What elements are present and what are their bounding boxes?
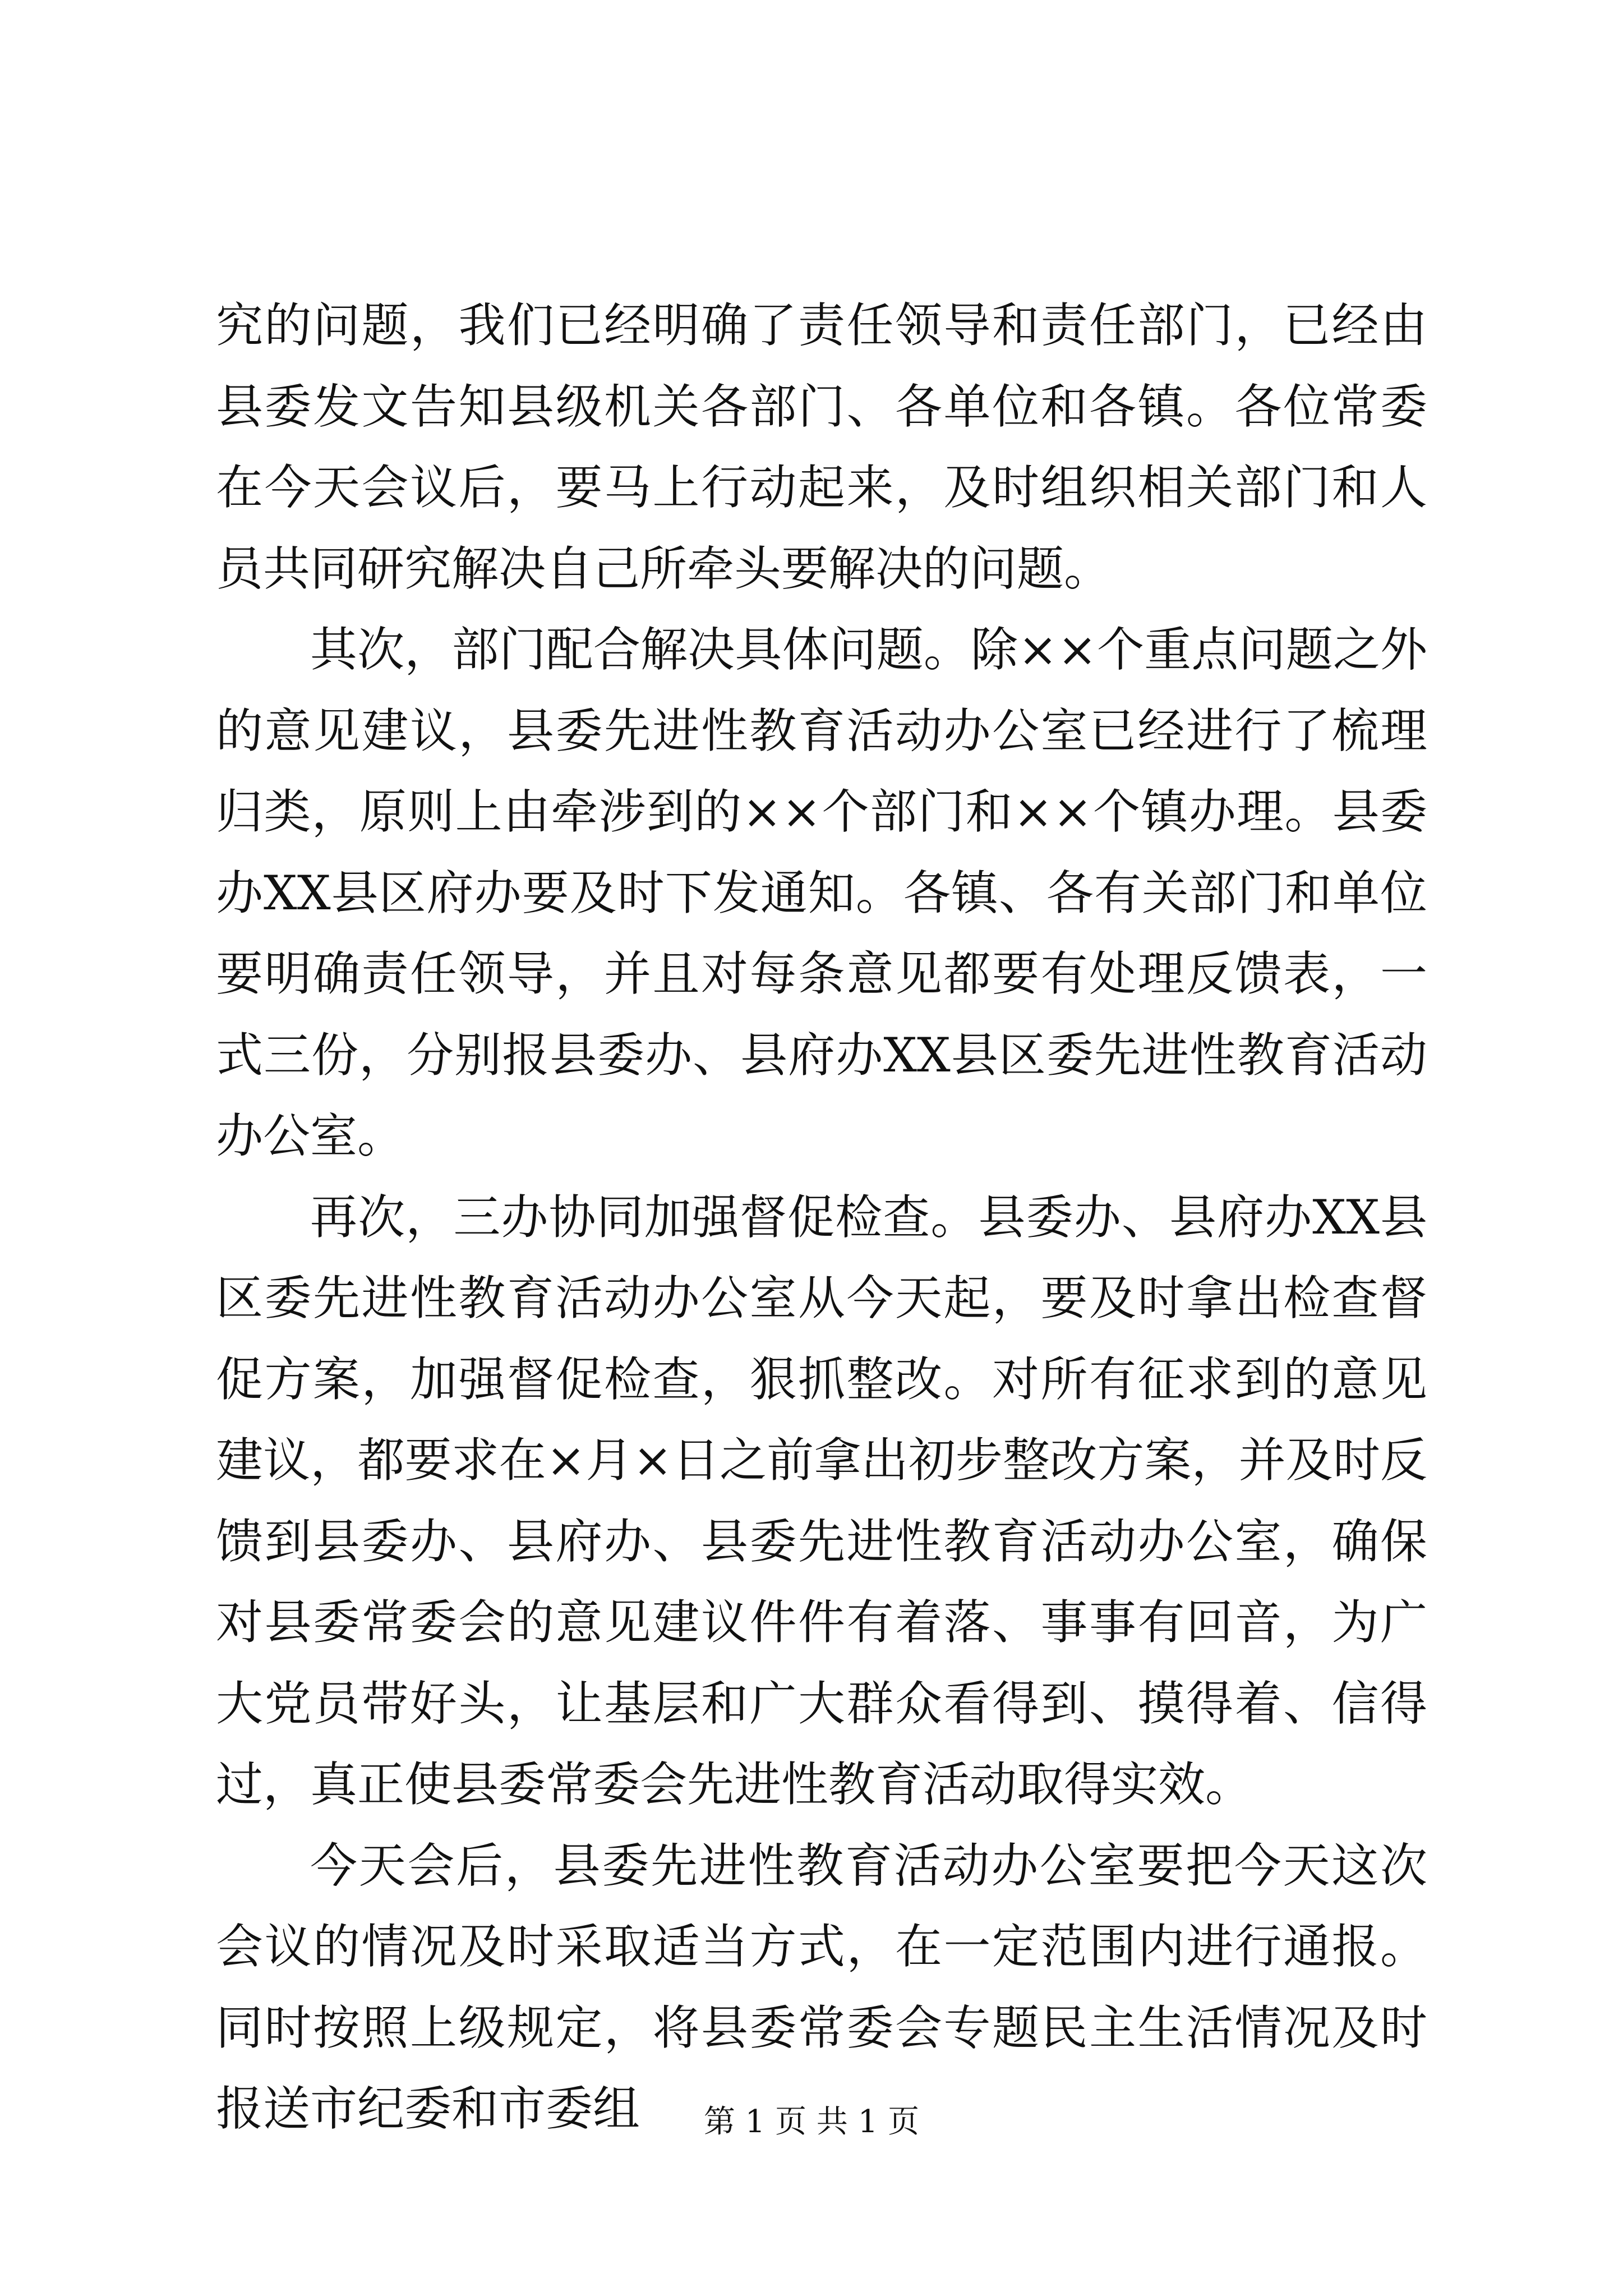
document-body [216,285,1427,2150]
paragraph-1: 究的问题，我们已经明确了责任领导和责任部门，已经由县委发文告知县级机关各部门、各单位和各镇。各位常委在今天会议后，要马上行动起来，及时组织相关部门和人员共同研究解决自己所牵头要解决的问题。 [216,298,1427,596]
paragraph-3: 再次，三办协同加强督促检查。县委办、县府办XX县区委先进性教育活动办公室从今天起，要及时拿出检查督促方案，加强督促检查，狠抓整改。对所有征求到的意见建议，都要求在×月×日之前拿出初步整改方案，并及时反馈到县委办、县府办、县委先进性教育活动办公室，确保对县委常委会的意见建议件件有着落、事事有回音，为广大党员带好头，让基层和广大群众看得到、摸得着、信得过，真正使县委常委会先进性教育活动取得实效。 [216,1189,1427,1812]
paragraph-4: 今天会后，县委先进性教育活动办公室要把今天这次会议的情况及时采取适当方式，在一定范围内进行通报。同时按照上级规定，将县委常委会专题民主生活情况及时报送市纪委和市委组 [216,1838,1427,2136]
page-footer: 第 1 页 共 1 页 [703,2104,920,2140]
paragraph-2: 其次，部门配合解决具体问题。除××个重点问题之外的意见建议，县委先进性教育活动办公室已经进行了梳理归类，原则上由牵涉到的××个部门和××个镇办理。县委办XX县区府办要及时下发通知。各镇、各有关部门和单位要明确责任领导，并且对每条意见都要有处理反馈表，一式三份，分别报县委办、县府办XX县区委先进性教育活动办公室。 [216,622,1427,1163]
